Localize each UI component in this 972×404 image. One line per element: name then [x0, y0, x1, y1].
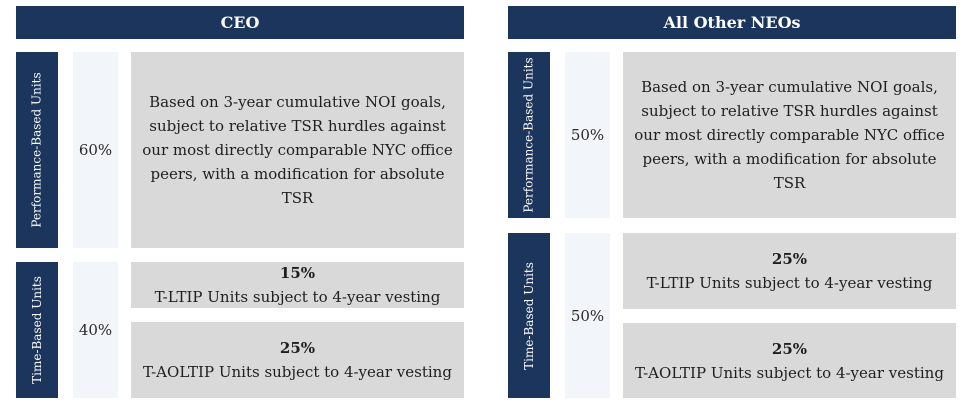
neos-ltip-description: T-LTIP Units subject to 4-year vesting: [646, 274, 933, 292]
ceo-performance-percent: 60%: [73, 52, 118, 248]
neos-time-label-text: Time-Based Units: [522, 261, 537, 370]
neos-aoltip-box: [623, 323, 956, 398]
ceo-aoltip-percent: 25%: [279, 339, 316, 357]
ceo-aoltip-box: [131, 322, 464, 398]
neos-header: All Other NEOs: [508, 6, 956, 39]
ceo-ltip-box: [131, 262, 464, 308]
neos-aoltip-percent: 25%: [771, 339, 808, 358]
neos-ltip-box: [623, 233, 956, 309]
ceo-time-percent: 40%: [73, 262, 118, 398]
ceo-time-label-text: Time-Based Units: [30, 276, 45, 384]
neos-performance-description-text: Based on 3-year cumulative NOI goals, subject to relative TSR hurdles against our most directly comparable NYC office peers, with a modification for absolute TSR: [634, 78, 945, 192]
neos-time-label: [508, 233, 550, 398]
neos-performance-description: [623, 52, 956, 218]
ceo-header: CEO: [16, 6, 464, 39]
ceo-ltip-description: T-LTIP Units subject to 4-year vesting: [154, 288, 441, 306]
ceo-performance-description: [131, 52, 464, 248]
ceo-performance-label-text: Performance-Based Units: [30, 72, 44, 228]
neos-performance-percent: 50%: [565, 52, 610, 218]
ceo-performance-description-text: Based on 3-year cumulative NOI goals, subject to relative TSR hurdles against our most directly comparable NYC office peers, with a modification for absolute TSR: [142, 93, 453, 207]
neos-ltip-percent: 25%: [771, 250, 808, 268]
neos-performance-label: [508, 52, 550, 218]
ceo-performance-label: [16, 52, 58, 248]
neos-time-percent: 50%: [565, 233, 610, 398]
neos-performance-label-text: Performance-Based Units: [522, 57, 536, 213]
ceo-ltip-percent: 15%: [279, 264, 316, 282]
ceo-aoltip-description: T-AOLTIP Units subject to 4-year vesting: [143, 363, 452, 381]
ceo-time-label: [16, 262, 58, 398]
neos-aoltip-description: T-AOLTIP Units subject to 4-year vesting: [635, 363, 944, 382]
